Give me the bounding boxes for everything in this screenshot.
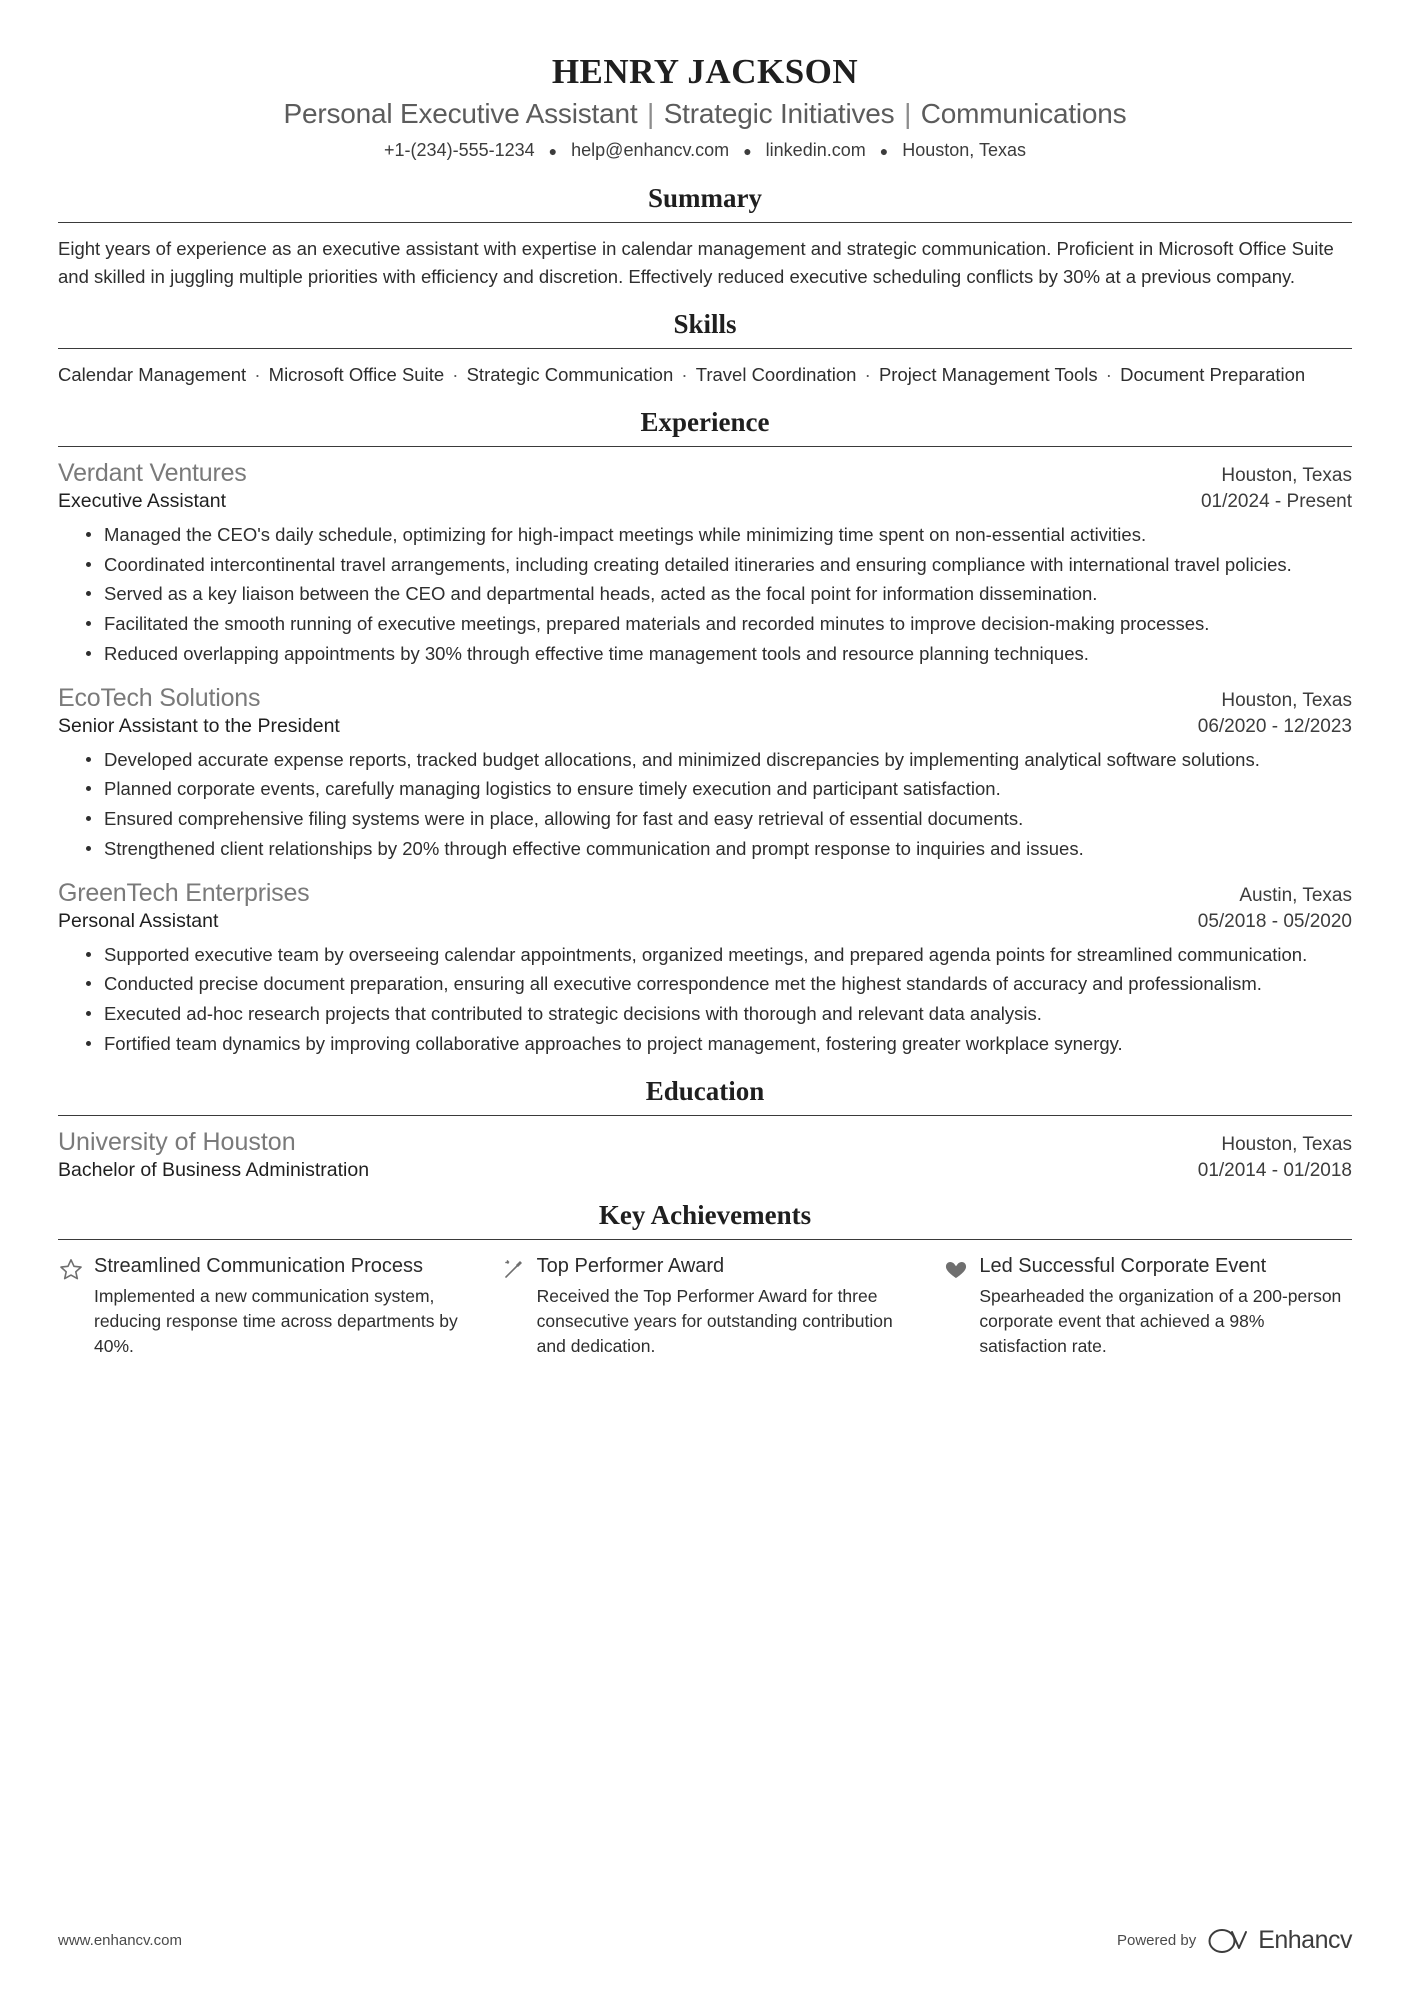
job-bullet: Planned corporate events, carefully managing logistics to ensure timely execution and participant satisfaction.	[86, 775, 1352, 803]
contact-phone: +1-(234)-555-1234	[384, 140, 535, 160]
section-divider	[58, 348, 1352, 349]
skill-item: Travel Coordination	[695, 364, 857, 386]
section-divider	[58, 1115, 1352, 1116]
skill-separator: ·	[249, 364, 266, 386]
page-title: HENRY JACKSON	[551, 52, 859, 91]
job-bullet: Supported executive team by overseeing calendar appointments, organized meetings, and prepared agenda points for streamlined communication.	[86, 941, 1352, 969]
section-divider	[58, 1239, 1352, 1240]
headline-separator: |	[647, 98, 655, 129]
powered-by-label: Powered by	[1116, 1932, 1197, 1949]
education-entry-header	[58, 1128, 1352, 1157]
section-summary	[58, 183, 1352, 291]
job-bullet: Strengthened client relationships by 20% through effective communication and prompt response to inquiries and issues.	[86, 835, 1352, 863]
job-bullet: Facilitated the smooth running of executive meetings, prepared materials and recorded minutes to improve decision-making processes.	[86, 610, 1352, 638]
school-location: Houston, Texas	[1221, 1133, 1352, 1155]
headline-part-1: Personal Executive Assistant	[283, 98, 638, 129]
job-bullet: Executed ad-hoc research projects that contributed to strategic decisions with thorough and relevant data analysis.	[86, 1000, 1352, 1028]
skill-item: Strategic Communication	[466, 364, 674, 386]
job-dates: 06/2020 - 12/2023	[1197, 715, 1352, 737]
section-heading-achievements: Key Achievements	[598, 1199, 812, 1230]
experience-entry-subheader	[58, 908, 1352, 933]
degree-name: Bachelor of Business Administration	[58, 1158, 370, 1181]
school-name: University of Houston	[58, 1127, 296, 1156]
job-location: Houston, Texas	[1221, 689, 1352, 711]
headline-part-2: Strategic Initiatives	[663, 98, 895, 129]
achievement-text: Implemented a new communication system, reducing response time across departments by 40%.	[94, 1285, 458, 1357]
skill-item: Project Management Tools	[878, 364, 1098, 386]
contact-location: Houston, Texas	[902, 140, 1026, 160]
headline-separator: |	[904, 98, 912, 129]
achievement-title: Led Successful Corporate Event	[979, 1254, 1267, 1277]
section-divider	[58, 222, 1352, 223]
skill-separator: ·	[447, 364, 464, 386]
brand-name: Enhancv	[1258, 1926, 1352, 1954]
experience-list	[58, 459, 1352, 1058]
section-achievements	[58, 1200, 1352, 1360]
achievement-item	[943, 1254, 1352, 1360]
job-bullet: Conducted precise document preparation, ensuring all executive correspondence met the highest standards of accuracy and professionalism.	[86, 970, 1352, 998]
job-bullet-list	[58, 521, 1352, 668]
job-bullet-list	[58, 746, 1352, 863]
contact-email[interactable]: help@enhancv.com	[571, 140, 730, 160]
experience-entry-header	[58, 684, 1352, 713]
bullet-dot-icon: ●	[743, 143, 752, 160]
section-education	[58, 1076, 1352, 1182]
achievement-title: Top Performer Award	[536, 1254, 725, 1277]
company-name: EcoTech Solutions	[58, 683, 261, 712]
resume-headline	[58, 98, 1352, 130]
achievement-title: Streamlined Communication Process	[94, 1254, 424, 1277]
contact-line	[58, 140, 1352, 161]
bullet-dot-icon: ●	[879, 143, 889, 160]
section-heading-education: Education	[645, 1075, 765, 1106]
job-bullet: Ensured comprehensive filing systems were in place, allowing for fast and easy retrieval of essential documents.	[86, 805, 1352, 833]
resume-header	[58, 52, 1352, 161]
experience-entry-subheader	[58, 713, 1352, 738]
achievement-item	[501, 1254, 910, 1360]
summary-text: Eight years of experience as an executive assistant with expertise in calendar management and strategic communication. Proficient in Microsoft Office Suite and skilled in juggling multiple priorities with efficiency and discretion. Effectively reduced executive scheduling conflicts by 30% at a previous company.	[58, 238, 1334, 288]
education-entry	[58, 1128, 1352, 1182]
enhancv-logo-icon	[1208, 1928, 1250, 1954]
job-location: Austin, Texas	[1239, 884, 1352, 906]
experience-entry-header	[58, 879, 1352, 908]
job-title: Personal Assistant	[58, 909, 219, 932]
bullet-dot-icon: ●	[548, 143, 558, 160]
achievement-body	[979, 1254, 1352, 1360]
experience-entry-subheader	[58, 488, 1352, 513]
job-title: Executive Assistant	[58, 489, 226, 512]
job-bullet: Fortified team dynamics by improving collaborative approaches to project management, fostering greater workplace synergy.	[86, 1030, 1352, 1058]
contact-website[interactable]: linkedin.com	[765, 140, 866, 160]
job-location: Houston, Texas	[1221, 464, 1352, 486]
skill-separator: ·	[676, 364, 693, 386]
achievement-item	[58, 1254, 467, 1360]
section-heading-experience: Experience	[640, 406, 770, 437]
job-dates: 01/2024 - Present	[1200, 490, 1352, 512]
section-experience	[58, 407, 1352, 1058]
achievement-body	[94, 1254, 467, 1360]
section-divider	[58, 446, 1352, 447]
skill-item: Calendar Management	[58, 364, 247, 386]
skill-item: Document Preparation	[1120, 364, 1306, 386]
company-name: GreenTech Enterprises	[58, 878, 310, 907]
achievements-grid	[58, 1254, 1352, 1360]
achievement-text: Spearheaded the organization of a 200-person corporate event that achieved a 98% satisfaction rate.	[979, 1285, 1342, 1357]
brand-logo	[1208, 1926, 1352, 1955]
job-bullet: Served as a key liaison between the CEO and departmental heads, acted as the focal point for information dissemination.	[86, 580, 1352, 608]
section-heading-summary: Summary	[648, 183, 762, 213]
skills-list	[58, 361, 1352, 389]
experience-entry	[58, 879, 1352, 1058]
heart-icon	[943, 1256, 969, 1282]
footer-url[interactable]: www.enhancv.com	[58, 1932, 182, 1949]
company-name: Verdant Ventures	[58, 458, 247, 487]
skill-separator: ·	[859, 364, 876, 386]
magic-wand-icon	[501, 1256, 527, 1282]
education-entry-subheader	[58, 1157, 1352, 1182]
skill-item: Microsoft Office Suite	[268, 364, 445, 386]
headline-part-3: Communications	[920, 98, 1127, 129]
job-bullet: Reduced overlapping appointments by 30% through effective time management tools and resource planning techniques.	[86, 640, 1352, 668]
job-bullet: Managed the CEO's daily schedule, optimizing for high-impact meetings while minimizing time spent on non-essential activities.	[86, 521, 1352, 549]
job-bullet-list	[58, 941, 1352, 1058]
achievement-text: Received the Top Performer Award for three consecutive years for outstanding contribution and dedication.	[536, 1285, 893, 1357]
job-dates: 05/2018 - 05/2020	[1197, 910, 1352, 932]
education-list	[58, 1128, 1352, 1182]
experience-entry-header	[58, 459, 1352, 488]
job-title: Senior Assistant to the President	[58, 714, 340, 737]
section-heading-skills: Skills	[673, 309, 737, 340]
section-skills	[58, 309, 1352, 389]
star-icon	[58, 1256, 84, 1282]
job-bullet: Coordinated intercontinental travel arrangements, including creating detailed itineraries and ensuring compliance with international travel policies.	[86, 551, 1352, 579]
experience-entry	[58, 459, 1352, 668]
education-dates: 01/2014 - 01/2018	[1197, 1159, 1352, 1181]
skill-separator: ·	[1100, 364, 1118, 386]
achievement-body	[537, 1254, 910, 1360]
page-footer	[58, 1926, 1352, 1955]
job-bullet: Developed accurate expense reports, tracked budget allocations, and minimized discrepancies by implementing analytical software solutions.	[86, 746, 1352, 774]
footer-brand-area	[1117, 1926, 1352, 1955]
experience-entry	[58, 684, 1352, 863]
